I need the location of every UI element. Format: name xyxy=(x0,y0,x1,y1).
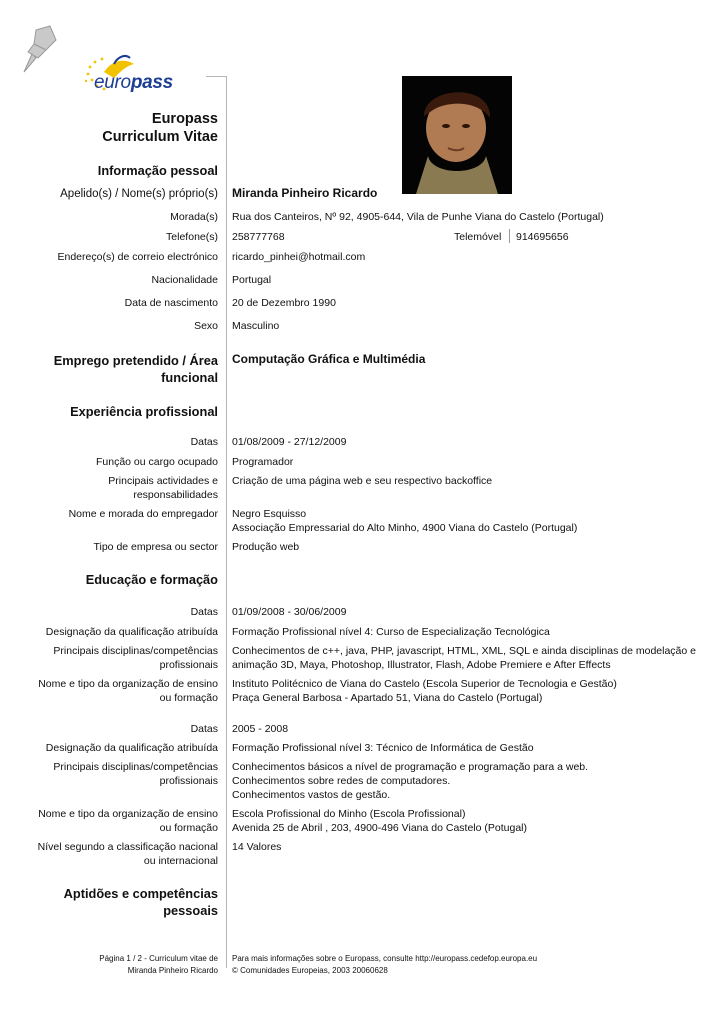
cv-title-line2: Curriculum Vitae xyxy=(102,129,218,145)
edu1-dates-label: Datas xyxy=(190,606,218,618)
address-label: Morada(s) xyxy=(170,211,218,223)
edu2-org-value-2: Avenida 25 de Abril , 203, 4900-496 Viana do Castelo (Potugal) xyxy=(232,822,527,834)
mobile-value: 914695656 xyxy=(516,231,569,243)
exp-role-value: Programador xyxy=(232,456,294,468)
edu2-subjects-label-1: Principais disciplinas/competências xyxy=(53,761,218,773)
exp-dates-label: Datas xyxy=(190,436,218,448)
exp-employer-value-1: Negro Esquisso xyxy=(232,508,307,520)
phone-label: Telefone(s) xyxy=(166,231,218,243)
mobile-separator xyxy=(509,229,510,243)
divider-horizontal xyxy=(206,76,226,77)
footer-page-info xyxy=(18,953,218,977)
edu1-subjects-label-2: profissionais xyxy=(159,659,218,671)
nationality-label: Nacionalidade xyxy=(151,274,218,286)
birth-date-value: 20 de Dezembro 1990 xyxy=(232,297,336,309)
divider-vertical xyxy=(226,76,227,968)
email-value[interactable]: ricardo_pinhei@hotmail.com xyxy=(232,251,366,263)
pin-icon xyxy=(16,22,72,78)
desired-job-value: Computação Gráfica e Multimédia xyxy=(232,352,426,366)
section-skills-line2: pessoais xyxy=(163,903,218,918)
edu1-subjects-value-1: Conhecimentos de c++, java, PHP, javascript, HTML, XML, SQL e ainda disciplinas de modelação e xyxy=(232,645,696,657)
exp-sector-value: Produção web xyxy=(232,541,300,553)
desired-job-label-line1: Emprego pretendido / Área xyxy=(53,353,218,368)
exp-employer-label: Nome e morada do empregador xyxy=(68,508,218,520)
mobile-label: Telemóvel xyxy=(454,231,502,243)
footer-info-link[interactable]: Para mais informações sobre o Europass, consulte http://europass.cedefop.europa.eu xyxy=(232,954,538,963)
edu1-qual-label: Designação da qualificação atribuída xyxy=(45,626,218,638)
edu2-level-value: 14 Valores xyxy=(232,841,282,853)
phone-value: 258777768 xyxy=(232,231,285,243)
edu2-subjects-value-2: Conhecimentos sobre redes de computadores. xyxy=(232,775,451,787)
section-skills-line1: Aptidões e competências xyxy=(63,886,218,901)
edu2-org-label-2: ou formação xyxy=(159,822,218,834)
nationality-value: Portugal xyxy=(232,274,272,286)
footer-page-info-line1: Página 1 / 2 - Curriculum vitae de xyxy=(99,954,218,963)
footer-copyright-line: © Comunidades Europeias, 2003 20060628 xyxy=(232,966,388,975)
exp-role-label: Função ou cargo ocupado xyxy=(95,456,218,468)
edu2-org-value-1: Escola Profissional do Minho (Escola Profissional) xyxy=(232,808,466,820)
address-value: Rua dos Canteiros, Nº 92, 4905-644, Vila de Punhe Viana do Castelo (Portugal) xyxy=(232,211,604,223)
section-experience: Experiência profissional xyxy=(70,404,218,419)
edu2-level-label-1: Nível segundo a classificação nacional xyxy=(37,841,218,853)
section-personal-info: Informação pessoal xyxy=(97,163,218,178)
exp-employer-value-2: Associação Empressarial do Alto Minho, 4900 Viana do Castelo (Portugal) xyxy=(232,522,578,534)
edu1-org-label-2: ou formação xyxy=(159,692,218,704)
europass-logo-text: europass xyxy=(94,72,173,93)
edu2-dates-value: 2005 - 2008 xyxy=(232,723,289,735)
edu2-dates-label: Datas xyxy=(190,723,218,735)
edu1-org-value-2: Praça General Barbosa - Apartado 51, Viana do Castelo (Portugal) xyxy=(232,692,543,704)
edu2-qual-label: Designação da qualificação atribuída xyxy=(45,742,218,754)
edu1-qual-value: Formação Profissional nível 4: Curso de Especialização Tecnológica xyxy=(232,626,550,638)
sex-label: Sexo xyxy=(194,320,218,332)
edu2-level-label-2: ou internacional xyxy=(143,855,218,867)
sex-value: Masculino xyxy=(232,320,280,332)
edu1-dates-value: 01/09/2008 - 30/06/2009 xyxy=(232,606,347,618)
footer-page-info-line2: Miranda Pinheiro Ricardo xyxy=(127,966,218,975)
section-education: Educação e formação xyxy=(85,572,218,587)
exp-dates-value: 01/08/2009 - 27/12/2009 xyxy=(232,436,347,448)
edu2-qual-value: Formação Profissional nível 3: Técnico de Informática de Gestão xyxy=(232,742,534,754)
exp-activities-label-2: responsabilidades xyxy=(133,489,218,501)
email-label: Endereço(s) de correio electrónico xyxy=(57,251,218,263)
name-value: Miranda Pinheiro Ricardo xyxy=(232,186,378,200)
edu2-org-label-1: Nome e tipo da organização de ensino xyxy=(38,808,218,820)
edu2-subjects-label-2: profissionais xyxy=(159,775,218,787)
birth-date-label: Data de nascimento xyxy=(124,297,218,309)
edu2-subjects-value-1: Conhecimentos básicos a nível de programação e programação para a web. xyxy=(232,761,589,773)
exp-activities-label-1: Principais actividades e xyxy=(108,475,218,487)
edu1-org-value-1: Instituto Politécnico de Viana do Castelo (Escola Superior de Tecnologia e Gestão) xyxy=(232,678,617,690)
edu1-subjects-value-2: animação 3D, Maya, Photoshop, Illustrator, Flash, Adobe Premiere e After Effects xyxy=(232,659,611,671)
edu1-subjects-label-1: Principais disciplinas/competências xyxy=(53,645,218,657)
exp-activities-value: Criação de uma página web e seu respectivo backoffice xyxy=(232,475,493,487)
name-label: Apelido(s) / Nome(s) próprio(s) xyxy=(60,188,218,200)
exp-sector-label: Tipo de empresa ou sector xyxy=(93,541,218,553)
footer-copyright xyxy=(232,953,537,977)
edu1-org-label-1: Nome e tipo da organização de ensino xyxy=(38,678,218,690)
cv-title-line1: Europass xyxy=(151,111,218,127)
edu2-subjects-value-3: Conhecimentos vastos de gestão. xyxy=(232,789,391,801)
profile-photo xyxy=(402,76,512,194)
desired-job-label-line2: funcional xyxy=(161,370,218,385)
